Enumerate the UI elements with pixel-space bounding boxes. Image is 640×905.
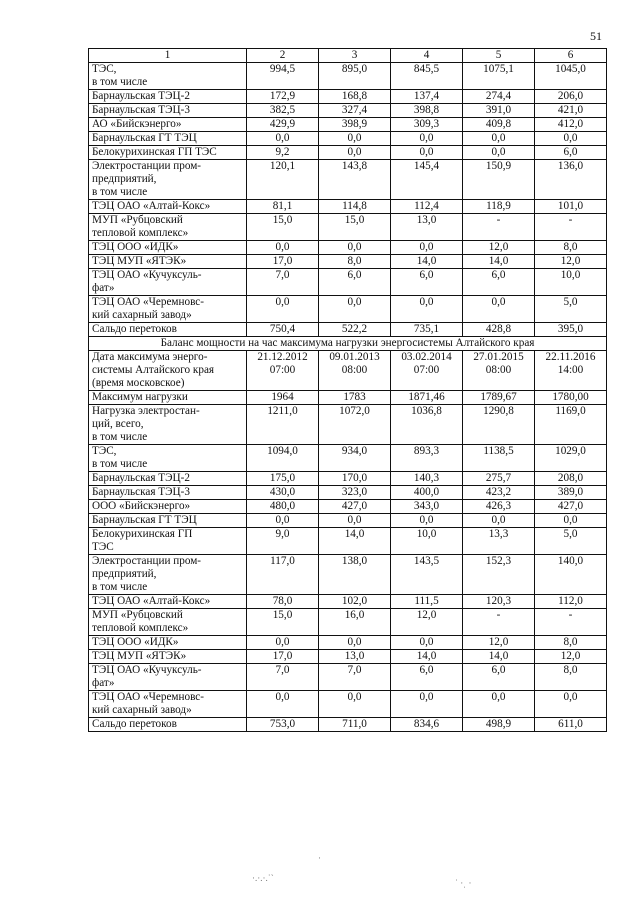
row-label bbox=[89, 650, 247, 664]
value-cell: 1072,0 bbox=[319, 405, 391, 445]
row-label bbox=[89, 514, 247, 528]
value-cell: 102,0 bbox=[319, 595, 391, 609]
date-cell bbox=[535, 351, 607, 391]
date-cell bbox=[463, 351, 535, 391]
value-cell: 6,0 bbox=[535, 146, 607, 160]
cell-line: Барнаульская ТЭЦ-3 bbox=[92, 104, 190, 116]
cell-line: кий сахарный завод» bbox=[92, 309, 192, 321]
value-cell: 0,0 bbox=[247, 691, 319, 718]
value-cell: 391,0 bbox=[463, 104, 535, 118]
value-cell: 140,3 bbox=[391, 472, 463, 486]
value-cell: 143,5 bbox=[391, 555, 463, 595]
cell-line: предприятий, bbox=[92, 568, 157, 580]
value-cell: 145,4 bbox=[391, 160, 463, 200]
value-cell: 150,9 bbox=[463, 160, 535, 200]
table-row bbox=[89, 691, 607, 718]
value-cell: 6,0 bbox=[463, 269, 535, 296]
table-row bbox=[89, 214, 607, 241]
value-cell: 12,0 bbox=[535, 650, 607, 664]
value-cell: 323,0 bbox=[319, 486, 391, 500]
value-cell: 0,0 bbox=[319, 146, 391, 160]
value-cell: 274,4 bbox=[463, 90, 535, 104]
value-cell: 1094,0 bbox=[247, 445, 319, 472]
value-cell: 428,8 bbox=[463, 323, 535, 337]
value-cell: 0,0 bbox=[463, 132, 535, 146]
row-label bbox=[89, 323, 247, 337]
value-cell: 7,0 bbox=[319, 664, 391, 691]
cell-line: в том числе bbox=[92, 431, 148, 443]
cell-line: фат» bbox=[92, 282, 115, 294]
date-cell bbox=[247, 351, 319, 391]
column-number: 1 bbox=[89, 49, 247, 63]
cell-line: в том числе bbox=[92, 458, 148, 470]
value-cell: 12,0 bbox=[391, 609, 463, 636]
value-cell: 398,9 bbox=[319, 118, 391, 132]
value-cell: 8,0 bbox=[535, 241, 607, 255]
value-cell: 6,0 bbox=[463, 664, 535, 691]
value-cell: 611,0 bbox=[535, 718, 607, 732]
value-cell: 480,0 bbox=[247, 500, 319, 514]
row-label bbox=[89, 486, 247, 500]
value-cell: 1029,0 bbox=[535, 445, 607, 472]
value-cell: 118,9 bbox=[463, 200, 535, 214]
value-cell: 427,0 bbox=[319, 500, 391, 514]
cell-line: Дата максимума энерго- bbox=[92, 351, 208, 363]
value-cell: 1169,0 bbox=[535, 405, 607, 445]
cell-line: Белокурихинская ГП bbox=[92, 528, 193, 540]
cell-line: в том числе bbox=[92, 186, 148, 198]
cell-line: ТЭЦ МУП «ЯТЭК» bbox=[92, 255, 187, 267]
table-row bbox=[89, 241, 607, 255]
cell-line: Нагрузка электростан- bbox=[92, 405, 200, 417]
table-row bbox=[89, 160, 607, 200]
value-cell: 168,8 bbox=[319, 90, 391, 104]
value-cell: 0,0 bbox=[391, 132, 463, 146]
cell-line: Барнаульская ГТ ТЭЦ bbox=[92, 132, 197, 144]
table-row bbox=[89, 664, 607, 691]
row-label bbox=[89, 609, 247, 636]
value-cell: 427,0 bbox=[535, 500, 607, 514]
value-cell: 111,5 bbox=[391, 595, 463, 609]
cell-line: ТЭЦ ОАО «Черемновс- bbox=[92, 296, 204, 308]
row-label bbox=[89, 146, 247, 160]
column-number-row bbox=[89, 49, 607, 63]
value-cell: 0,0 bbox=[247, 132, 319, 146]
value-cell: 8,0 bbox=[535, 664, 607, 691]
table-row bbox=[89, 718, 607, 732]
value-cell: 140,0 bbox=[535, 555, 607, 595]
value-cell: 0,0 bbox=[319, 636, 391, 650]
value-cell: 14,0 bbox=[463, 650, 535, 664]
value-cell: 10,0 bbox=[535, 269, 607, 296]
value-cell: 17,0 bbox=[247, 255, 319, 269]
cell-line: в том числе bbox=[92, 581, 148, 593]
value-cell: 13,3 bbox=[463, 528, 535, 555]
value-cell: 0,0 bbox=[535, 514, 607, 528]
value-cell: 6,0 bbox=[391, 664, 463, 691]
row-label bbox=[89, 528, 247, 555]
value-cell: 1871,46 bbox=[391, 391, 463, 405]
value-cell: - bbox=[535, 214, 607, 241]
value-cell: 1783 bbox=[319, 391, 391, 405]
value-cell: 10,0 bbox=[391, 528, 463, 555]
cell-line: 09.01.2013 bbox=[329, 351, 380, 363]
value-cell: 0,0 bbox=[535, 691, 607, 718]
table-row bbox=[89, 255, 607, 269]
value-cell: 0,0 bbox=[463, 691, 535, 718]
cell-line: МУП «Рубцовский bbox=[92, 214, 183, 226]
table-row bbox=[89, 500, 607, 514]
row-label bbox=[89, 664, 247, 691]
row-label bbox=[89, 472, 247, 486]
cell-line: предприятий, bbox=[92, 173, 157, 185]
column-number: 6 bbox=[535, 49, 607, 63]
cell-line: 08:00 bbox=[341, 364, 368, 376]
row-label bbox=[89, 555, 247, 595]
value-cell: 893,3 bbox=[391, 445, 463, 472]
row-label bbox=[89, 500, 247, 514]
column-number: 3 bbox=[319, 49, 391, 63]
row-label bbox=[89, 132, 247, 146]
cell-line: МУП «Рубцовский bbox=[92, 609, 183, 621]
cell-line: Сальдо перетоков bbox=[92, 323, 177, 335]
value-cell: 0,0 bbox=[391, 296, 463, 323]
value-cell: 12,0 bbox=[535, 255, 607, 269]
value-cell: 421,0 bbox=[535, 104, 607, 118]
cell-line: Максимум нагрузки bbox=[92, 391, 188, 403]
value-cell: 0,0 bbox=[391, 241, 463, 255]
table-row bbox=[89, 472, 607, 486]
cell-line: в том числе bbox=[92, 76, 148, 88]
cell-line: (время московское) bbox=[92, 377, 185, 389]
section-title: Баланс мощности на час максимума нагрузки энергосистемы Алтайского края bbox=[89, 337, 607, 351]
table-body bbox=[89, 49, 607, 732]
row-label bbox=[89, 445, 247, 472]
power-balance-table bbox=[88, 48, 607, 732]
row-label bbox=[89, 691, 247, 718]
value-cell: 0,0 bbox=[319, 514, 391, 528]
value-cell: 5,0 bbox=[535, 528, 607, 555]
value-cell: 0,0 bbox=[463, 296, 535, 323]
value-cell: 0,0 bbox=[391, 691, 463, 718]
scan-speck-icon: · bbox=[318, 853, 321, 863]
row-label bbox=[89, 405, 247, 445]
table-row bbox=[89, 200, 607, 214]
value-cell: 15,0 bbox=[247, 609, 319, 636]
value-cell: 152,3 bbox=[463, 555, 535, 595]
cell-line: ТЭЦ ОАО «Кучуксуль- bbox=[92, 664, 202, 676]
value-cell: 0,0 bbox=[247, 514, 319, 528]
table-row bbox=[89, 63, 607, 90]
value-cell: 9,0 bbox=[247, 528, 319, 555]
cell-line: ТЭС bbox=[92, 541, 114, 553]
value-cell: 208,0 bbox=[535, 472, 607, 486]
value-cell: 735,1 bbox=[391, 323, 463, 337]
date-cell bbox=[319, 351, 391, 391]
table-row bbox=[89, 296, 607, 323]
value-cell: 143,8 bbox=[319, 160, 391, 200]
value-cell: 120,1 bbox=[247, 160, 319, 200]
value-cell: 6,0 bbox=[391, 269, 463, 296]
value-cell: 0,0 bbox=[319, 241, 391, 255]
table-row bbox=[89, 391, 607, 405]
value-cell: 389,0 bbox=[535, 486, 607, 500]
value-cell: - bbox=[463, 214, 535, 241]
cell-line: 14:00 bbox=[557, 364, 584, 376]
value-cell: 138,0 bbox=[319, 555, 391, 595]
value-cell: 750,4 bbox=[247, 323, 319, 337]
cell-line: тепловой комплекс» bbox=[92, 227, 189, 239]
value-cell: 845,5 bbox=[391, 63, 463, 90]
value-cell: 7,0 bbox=[247, 664, 319, 691]
value-cell: 426,3 bbox=[463, 500, 535, 514]
value-cell: 7,0 bbox=[247, 269, 319, 296]
value-cell: 13,0 bbox=[319, 650, 391, 664]
cell-line: ТЭЦ ОАО «Алтай-Кокс» bbox=[92, 200, 211, 212]
value-cell: 8,0 bbox=[319, 255, 391, 269]
value-cell: 409,8 bbox=[463, 118, 535, 132]
table-row bbox=[89, 351, 607, 391]
value-cell: 1780,00 bbox=[535, 391, 607, 405]
value-cell: 117,0 bbox=[247, 555, 319, 595]
value-cell: 14,0 bbox=[463, 255, 535, 269]
value-cell: 0,0 bbox=[391, 514, 463, 528]
table-row bbox=[89, 528, 607, 555]
row-label bbox=[89, 718, 247, 732]
value-cell: 0,0 bbox=[319, 296, 391, 323]
column-number: 5 bbox=[463, 49, 535, 63]
value-cell: 12,0 bbox=[463, 636, 535, 650]
value-cell: 0,0 bbox=[247, 636, 319, 650]
value-cell: 136,0 bbox=[535, 160, 607, 200]
row-label bbox=[89, 160, 247, 200]
value-cell: 9,2 bbox=[247, 146, 319, 160]
table-row bbox=[89, 405, 607, 445]
value-cell: 382,5 bbox=[247, 104, 319, 118]
table-row bbox=[89, 90, 607, 104]
value-cell: 430,0 bbox=[247, 486, 319, 500]
table-row bbox=[89, 609, 607, 636]
value-cell: 0,0 bbox=[463, 146, 535, 160]
cell-line: ООО «Бийскэнерго» bbox=[92, 500, 191, 512]
value-cell: 0,0 bbox=[391, 146, 463, 160]
value-cell: 994,5 bbox=[247, 63, 319, 90]
row-label bbox=[89, 296, 247, 323]
column-number: 4 bbox=[391, 49, 463, 63]
value-cell: 711,0 bbox=[319, 718, 391, 732]
row-label bbox=[89, 104, 247, 118]
table-row bbox=[89, 445, 607, 472]
table-row bbox=[89, 595, 607, 609]
value-cell: 398,8 bbox=[391, 104, 463, 118]
value-cell: 0,0 bbox=[247, 241, 319, 255]
cell-line: системы Алтайского края bbox=[92, 364, 215, 376]
value-cell: 753,0 bbox=[247, 718, 319, 732]
value-cell: 114,8 bbox=[319, 200, 391, 214]
table-row bbox=[89, 650, 607, 664]
cell-line: Электростанции пром- bbox=[92, 555, 202, 567]
value-cell: 15,0 bbox=[319, 214, 391, 241]
cell-line: Электростанции пром- bbox=[92, 160, 202, 172]
cell-line: 22.11.2016 bbox=[545, 351, 596, 363]
row-label bbox=[89, 241, 247, 255]
value-cell: 81,1 bbox=[247, 200, 319, 214]
cell-line: ТЭС, bbox=[92, 63, 117, 75]
value-cell: 14,0 bbox=[319, 528, 391, 555]
value-cell: 1290,8 bbox=[463, 405, 535, 445]
value-cell: 309,3 bbox=[391, 118, 463, 132]
value-cell: 1789,67 bbox=[463, 391, 535, 405]
cell-line: Барнаульская ТЭЦ-2 bbox=[92, 472, 190, 484]
value-cell: 934,0 bbox=[319, 445, 391, 472]
page-number: 51 bbox=[590, 29, 602, 43]
value-cell: 170,0 bbox=[319, 472, 391, 486]
table-row bbox=[89, 514, 607, 528]
scan-speck-icon: ˙ ·ˌ · bbox=[455, 878, 472, 888]
value-cell: 206,0 bbox=[535, 90, 607, 104]
value-cell: 1138,5 bbox=[463, 445, 535, 472]
table-row bbox=[89, 486, 607, 500]
value-cell: 101,0 bbox=[535, 200, 607, 214]
cell-line: Барнаульская ТЭЦ-3 bbox=[92, 486, 190, 498]
value-cell: 400,0 bbox=[391, 486, 463, 500]
value-cell: - bbox=[463, 609, 535, 636]
value-cell: 275,7 bbox=[463, 472, 535, 486]
table-row bbox=[89, 636, 607, 650]
cell-line: 08:00 bbox=[485, 364, 512, 376]
value-cell: 175,0 bbox=[247, 472, 319, 486]
row-label bbox=[89, 255, 247, 269]
cell-line: Белокурихинская ГП ТЭС bbox=[92, 146, 217, 158]
value-cell: 0,0 bbox=[319, 691, 391, 718]
value-cell: 498,9 bbox=[463, 718, 535, 732]
value-cell: 1211,0 bbox=[247, 405, 319, 445]
date-cell bbox=[391, 351, 463, 391]
value-cell: 14,0 bbox=[391, 255, 463, 269]
row-label bbox=[89, 118, 247, 132]
cell-line: ТЭЦ МУП «ЯТЭК» bbox=[92, 650, 187, 662]
value-cell: 112,0 bbox=[535, 595, 607, 609]
row-label bbox=[89, 90, 247, 104]
row-label bbox=[89, 63, 247, 90]
cell-line: кий сахарный завод» bbox=[92, 704, 192, 716]
value-cell: 15,0 bbox=[247, 214, 319, 241]
value-cell: 423,2 bbox=[463, 486, 535, 500]
value-cell: 78,0 bbox=[247, 595, 319, 609]
cell-line: 07:00 bbox=[269, 364, 296, 376]
value-cell: 522,2 bbox=[319, 323, 391, 337]
table-row bbox=[89, 132, 607, 146]
value-cell: 8,0 bbox=[535, 636, 607, 650]
row-label bbox=[89, 595, 247, 609]
row-label bbox=[89, 636, 247, 650]
cell-line: ТЭЦ ООО «ИДК» bbox=[92, 636, 179, 648]
cell-line: фат» bbox=[92, 677, 115, 689]
cell-line: 27.01.2015 bbox=[473, 351, 524, 363]
value-cell: 895,0 bbox=[319, 63, 391, 90]
value-cell: 6,0 bbox=[319, 269, 391, 296]
value-cell: 0,0 bbox=[319, 132, 391, 146]
value-cell: 172,9 bbox=[247, 90, 319, 104]
value-cell: 12,0 bbox=[463, 241, 535, 255]
row-label bbox=[89, 200, 247, 214]
value-cell: 1045,0 bbox=[535, 63, 607, 90]
value-cell: 834,6 bbox=[391, 718, 463, 732]
value-cell: 16,0 bbox=[319, 609, 391, 636]
value-cell: 137,4 bbox=[391, 90, 463, 104]
table-row bbox=[89, 146, 607, 160]
cell-line: ТЭС, bbox=[92, 445, 117, 457]
cell-line: ТЭЦ ОАО «Черемновс- bbox=[92, 691, 204, 703]
table-row bbox=[89, 323, 607, 337]
value-cell: 1964 bbox=[247, 391, 319, 405]
row-label bbox=[89, 214, 247, 241]
cell-line: ТЭЦ ОАО «Кучуксуль- bbox=[92, 269, 202, 281]
cell-line: 21.12.2012 bbox=[257, 351, 308, 363]
value-cell: 395,0 bbox=[535, 323, 607, 337]
table-row bbox=[89, 269, 607, 296]
value-cell: 112,4 bbox=[391, 200, 463, 214]
table-row bbox=[89, 104, 607, 118]
cell-line: тепловой комплекс» bbox=[92, 622, 189, 634]
cell-line: Барнаульская ГТ ТЭЦ bbox=[92, 514, 197, 526]
section-title-row bbox=[89, 337, 607, 351]
cell-line: 03.02.2014 bbox=[401, 351, 452, 363]
value-cell: 1075,1 bbox=[463, 63, 535, 90]
value-cell: 0,0 bbox=[247, 296, 319, 323]
cell-line: Сальдо перетоков bbox=[92, 718, 177, 730]
table-row bbox=[89, 118, 607, 132]
value-cell: 14,0 bbox=[391, 650, 463, 664]
value-cell: 0,0 bbox=[463, 514, 535, 528]
scan-speck-icon: ·.·.·.˙` bbox=[252, 873, 274, 883]
value-cell: 412,0 bbox=[535, 118, 607, 132]
row-label bbox=[89, 269, 247, 296]
value-cell: 0,0 bbox=[535, 132, 607, 146]
cell-line: ций, всего, bbox=[92, 418, 144, 430]
value-cell: 17,0 bbox=[247, 650, 319, 664]
value-cell: 13,0 bbox=[391, 214, 463, 241]
cell-line: ТЭЦ ОАО «Алтай-Кокс» bbox=[92, 595, 211, 607]
value-cell: 429,9 bbox=[247, 118, 319, 132]
value-cell: 343,0 bbox=[391, 500, 463, 514]
value-cell: 327,4 bbox=[319, 104, 391, 118]
value-cell: 1036,8 bbox=[391, 405, 463, 445]
row-label bbox=[89, 351, 247, 391]
value-cell: 0,0 bbox=[391, 636, 463, 650]
row-label bbox=[89, 391, 247, 405]
cell-line: Барнаульская ТЭЦ-2 bbox=[92, 90, 190, 102]
value-cell: 120,3 bbox=[463, 595, 535, 609]
cell-line: АО «Бийскэнерго» bbox=[92, 118, 182, 130]
value-cell: 5,0 bbox=[535, 296, 607, 323]
cell-line: 07:00 bbox=[413, 364, 440, 376]
value-cell: - bbox=[535, 609, 607, 636]
column-number: 2 bbox=[247, 49, 319, 63]
cell-line: ТЭЦ ООО «ИДК» bbox=[92, 241, 179, 253]
table-row bbox=[89, 555, 607, 595]
